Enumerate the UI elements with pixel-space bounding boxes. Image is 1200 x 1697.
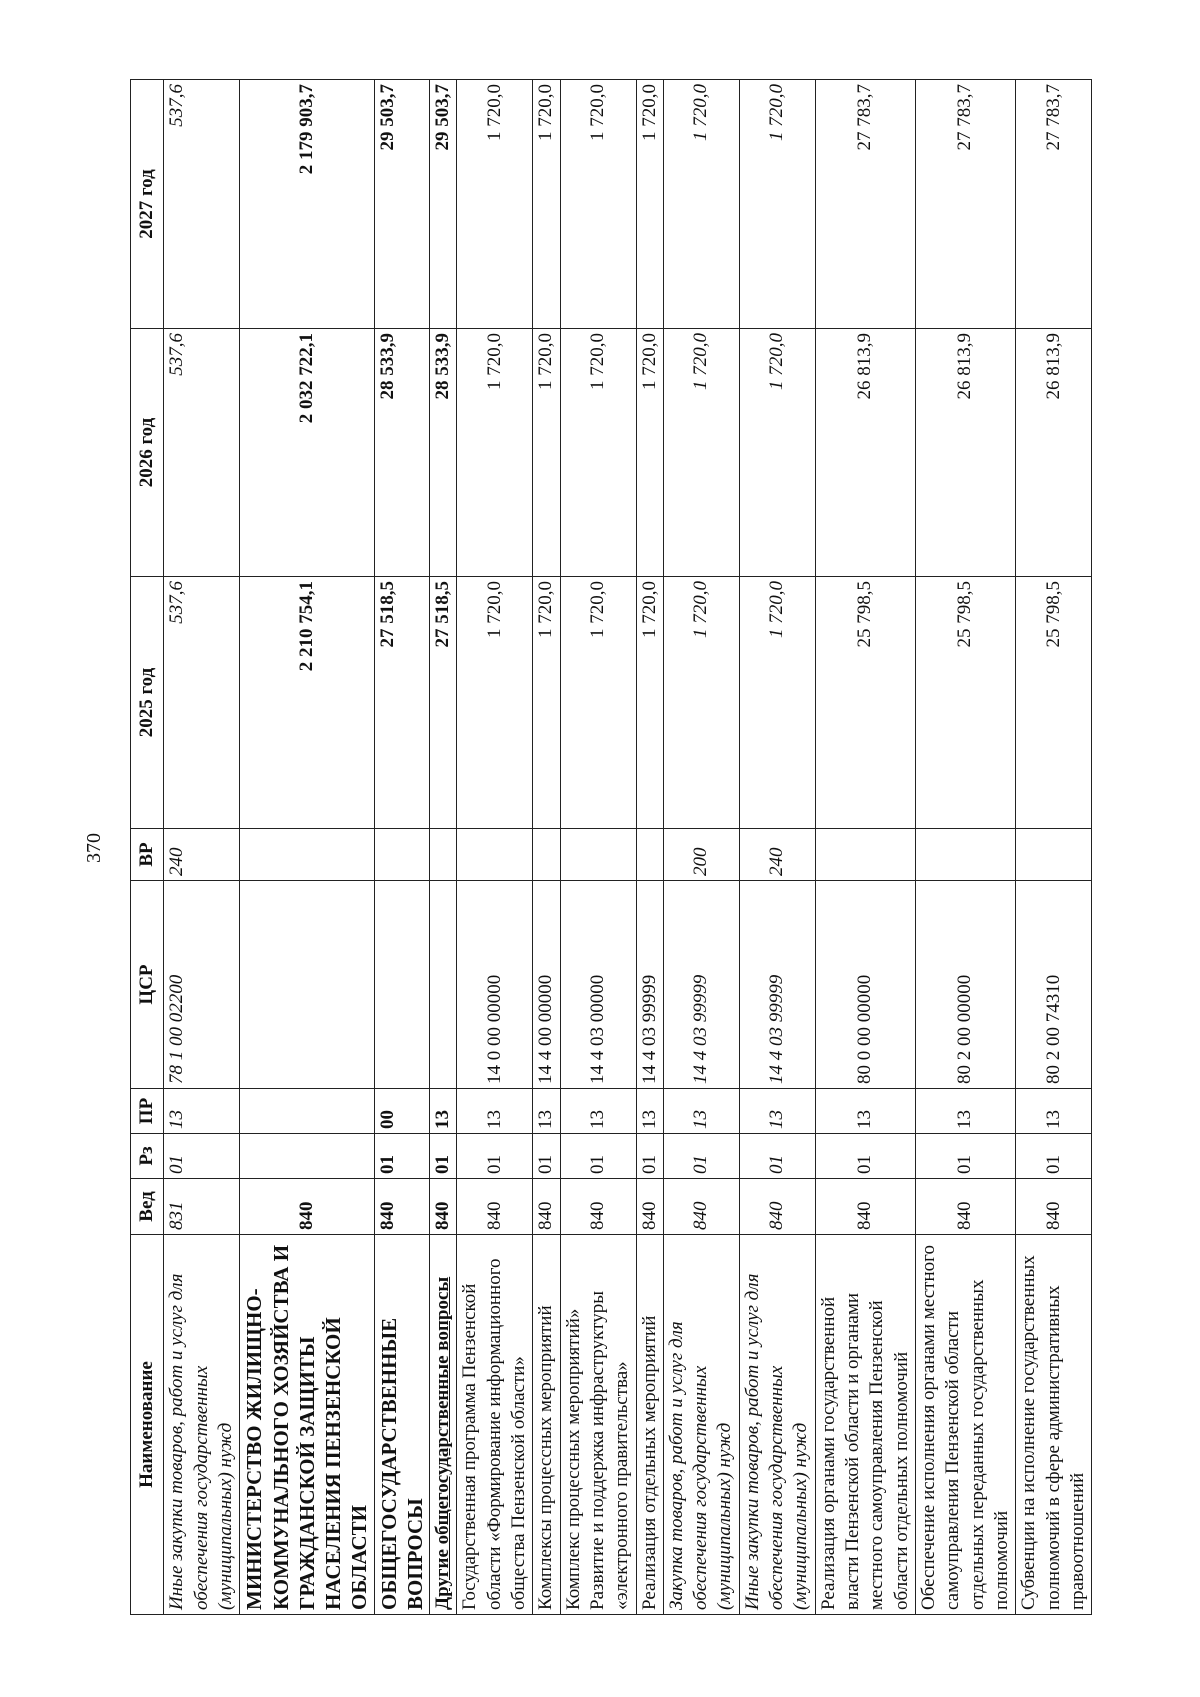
row-ved: 840 <box>457 1179 533 1235</box>
row-csr: 14 0 00 00000 <box>457 881 533 1089</box>
row-2027: 1 720,0 <box>739 80 815 329</box>
header-2025: 2025 год <box>131 577 164 829</box>
row-pr: 00 <box>374 1089 430 1134</box>
row-name: Закупка товаров, работ и услуг для обеспечения государственных (муниципальных) нужд <box>663 1235 739 1615</box>
row-2027: 1 720,0 <box>457 80 533 329</box>
row-ved: 840 <box>636 1179 663 1235</box>
row-pr: 13 <box>739 1089 815 1134</box>
header-pr: ПР <box>131 1089 164 1134</box>
row-csr: 14 4 03 99999 <box>663 881 739 1089</box>
row-vr <box>560 829 636 881</box>
row-csr: 14 4 03 99999 <box>739 881 815 1089</box>
row-pr: 13 <box>1016 1089 1092 1134</box>
table-row <box>1016 80 1092 1615</box>
row-ved: 840 <box>663 1179 739 1235</box>
row-vr <box>815 829 915 881</box>
row-2025: 1 720,0 <box>739 577 815 829</box>
row-2025: 25 798,5 <box>1016 577 1092 829</box>
row-2026: 1 720,0 <box>560 329 636 577</box>
table-row <box>663 80 739 1615</box>
row-rz: 01 <box>815 1134 915 1179</box>
table-row <box>915 80 1015 1615</box>
row-rz: 01 <box>739 1134 815 1179</box>
row-rz: 01 <box>560 1134 636 1179</box>
row-csr: 80 2 00 74310 <box>1016 881 1092 1089</box>
row-name: ОБЩЕГОСУДАРСТВЕННЫЕ ВОПРОСЫ <box>374 1235 430 1615</box>
row-name: Иные закупки товаров, работ и услуг для обеспечения государственных (муниципальных) нужд <box>739 1235 815 1615</box>
row-ved: 840 <box>1016 1179 1092 1235</box>
row-2027: 27 783,7 <box>915 80 1015 329</box>
row-pr: 13 <box>430 1089 457 1134</box>
row-rz: 01 <box>164 1134 240 1179</box>
row-name: Комплексы процессных мероприятий <box>533 1235 560 1615</box>
row-rz: 01 <box>533 1134 560 1179</box>
row-2026: 26 813,9 <box>815 329 915 577</box>
table-row <box>164 80 240 1615</box>
table-row <box>560 80 636 1615</box>
row-ved: 831 <box>164 1179 240 1235</box>
row-2027: 537,6 <box>164 80 240 329</box>
row-2027: 1 720,0 <box>663 80 739 329</box>
table-row <box>430 80 457 1615</box>
row-2025: 2 210 754,1 <box>240 577 374 829</box>
row-csr: 80 2 00 00000 <box>915 881 1015 1089</box>
row-vr: 240 <box>164 829 240 881</box>
header-2026: 2026 год <box>131 329 164 577</box>
rotated-page-content <box>130 80 1088 1615</box>
row-2025: 537,6 <box>164 577 240 829</box>
row-pr: 13 <box>663 1089 739 1134</box>
row-2027: 27 783,7 <box>815 80 915 329</box>
page-number: 370 <box>83 833 105 863</box>
row-2025: 25 798,5 <box>815 577 915 829</box>
row-2025: 27 518,5 <box>430 577 457 829</box>
table-row <box>533 80 560 1615</box>
row-vr: 200 <box>663 829 739 881</box>
row-vr <box>636 829 663 881</box>
table-row <box>815 80 915 1615</box>
header-vr: ВР <box>131 829 164 881</box>
row-pr: 13 <box>533 1089 560 1134</box>
row-2025: 1 720,0 <box>457 577 533 829</box>
row-csr <box>430 881 457 1089</box>
row-name: Комплекс процессных мероприятий» Развитие и поддержка инфраструктуры «электронного правительства» <box>560 1235 636 1615</box>
row-2027: 1 720,0 <box>560 80 636 329</box>
row-2026: 26 813,9 <box>1016 329 1092 577</box>
row-pr: 13 <box>457 1089 533 1134</box>
row-ved: 840 <box>430 1179 457 1235</box>
row-2027: 1 720,0 <box>533 80 560 329</box>
row-ved: 840 <box>240 1179 374 1235</box>
table-row <box>457 80 533 1615</box>
row-rz: 01 <box>430 1134 457 1179</box>
row-ved: 840 <box>739 1179 815 1235</box>
row-2027: 29 503,7 <box>374 80 430 329</box>
row-name: Государственная программа Пензенской области «Формирование информационного общества Пензенской области» <box>457 1235 533 1615</box>
row-name: МИНИСТЕРСТВО ЖИЛИЩНО-КОММУНАЛЬНОГО ХОЗЯЙСТВА И ГРАЖДАНСКОЙ ЗАЩИТЫ НАСЕЛЕНИЯ ПЕНЗЕНСКОЙ ОБЛАСТИ <box>240 1235 374 1615</box>
row-2026: 1 720,0 <box>663 329 739 577</box>
row-ved: 840 <box>815 1179 915 1235</box>
row-name: Другие общегосударственные вопросы <box>430 1235 457 1615</box>
row-name: Реализация отдельных мероприятий <box>636 1235 663 1615</box>
row-vr <box>1016 829 1092 881</box>
row-2026: 26 813,9 <box>915 329 1015 577</box>
row-2025: 1 720,0 <box>533 577 560 829</box>
row-name: Обеспечение исполнения органами местного самоуправления Пензенской области отдельных переданных государственных полномочий <box>915 1235 1015 1615</box>
row-2025: 1 720,0 <box>663 577 739 829</box>
header-name: Наименование <box>131 1235 164 1615</box>
row-2026: 537,6 <box>164 329 240 577</box>
row-vr <box>240 829 374 881</box>
row-vr <box>374 829 430 881</box>
row-2027: 27 783,7 <box>1016 80 1092 329</box>
row-2026: 1 720,0 <box>457 329 533 577</box>
row-name: Иные закупки товаров, работ и услуг для обеспечения государственных (муниципальных) нужд <box>164 1235 240 1615</box>
row-name: Субвенции на исполнение государственных полномочий в сфере административных правоотношений <box>1016 1235 1092 1615</box>
table-row <box>240 80 374 1615</box>
row-2026: 28 533,9 <box>430 329 457 577</box>
row-csr <box>240 881 374 1089</box>
row-vr <box>533 829 560 881</box>
row-2026: 1 720,0 <box>739 329 815 577</box>
row-ved: 840 <box>915 1179 1015 1235</box>
table-row <box>374 80 430 1615</box>
row-ved: 840 <box>560 1179 636 1235</box>
row-vr <box>457 829 533 881</box>
row-csr <box>374 881 430 1089</box>
row-ved: 840 <box>533 1179 560 1235</box>
row-csr: 14 4 03 99999 <box>636 881 663 1089</box>
table-header-row <box>131 80 164 1615</box>
row-vr <box>915 829 1015 881</box>
row-rz <box>240 1134 374 1179</box>
row-pr: 13 <box>636 1089 663 1134</box>
row-vr: 240 <box>739 829 815 881</box>
row-2027: 2 179 903,7 <box>240 80 374 329</box>
row-csr: 78 1 00 02200 <box>164 881 240 1089</box>
row-rz: 01 <box>457 1134 533 1179</box>
row-vr <box>430 829 457 881</box>
row-pr: 13 <box>915 1089 1015 1134</box>
row-2025: 25 798,5 <box>915 577 1015 829</box>
row-pr: 13 <box>815 1089 915 1134</box>
row-2026: 2 032 722,1 <box>240 329 374 577</box>
row-rz: 01 <box>636 1134 663 1179</box>
row-pr <box>240 1089 374 1134</box>
row-rz: 01 <box>1016 1134 1092 1179</box>
header-2027: 2027 год <box>131 80 164 329</box>
header-rz: Рз <box>131 1134 164 1179</box>
row-ved: 840 <box>374 1179 430 1235</box>
row-rz: 01 <box>915 1134 1015 1179</box>
row-csr: 14 4 03 00000 <box>560 881 636 1089</box>
header-ved: Вед <box>131 1179 164 1235</box>
row-2026: 28 533,9 <box>374 329 430 577</box>
row-rz: 01 <box>663 1134 739 1179</box>
row-2025: 1 720,0 <box>560 577 636 829</box>
budget-allocation-table <box>130 79 1092 1615</box>
row-csr: 14 4 00 00000 <box>533 881 560 1089</box>
row-2026: 1 720,0 <box>636 329 663 577</box>
row-2026: 1 720,0 <box>533 329 560 577</box>
row-2025: 27 518,5 <box>374 577 430 829</box>
table-row <box>739 80 815 1615</box>
row-csr: 80 0 00 00000 <box>815 881 915 1089</box>
row-name: Реализация органами государственной власти Пензенской области и органами местного самоуправления Пензенской области отдельных полномочий <box>815 1235 915 1615</box>
row-2027: 29 503,7 <box>430 80 457 329</box>
row-rz: 01 <box>374 1134 430 1179</box>
row-pr: 13 <box>164 1089 240 1134</box>
row-2027: 1 720,0 <box>636 80 663 329</box>
row-2025: 1 720,0 <box>636 577 663 829</box>
header-csr: ЦСР <box>131 881 164 1089</box>
table-row <box>636 80 663 1615</box>
row-pr: 13 <box>560 1089 636 1134</box>
